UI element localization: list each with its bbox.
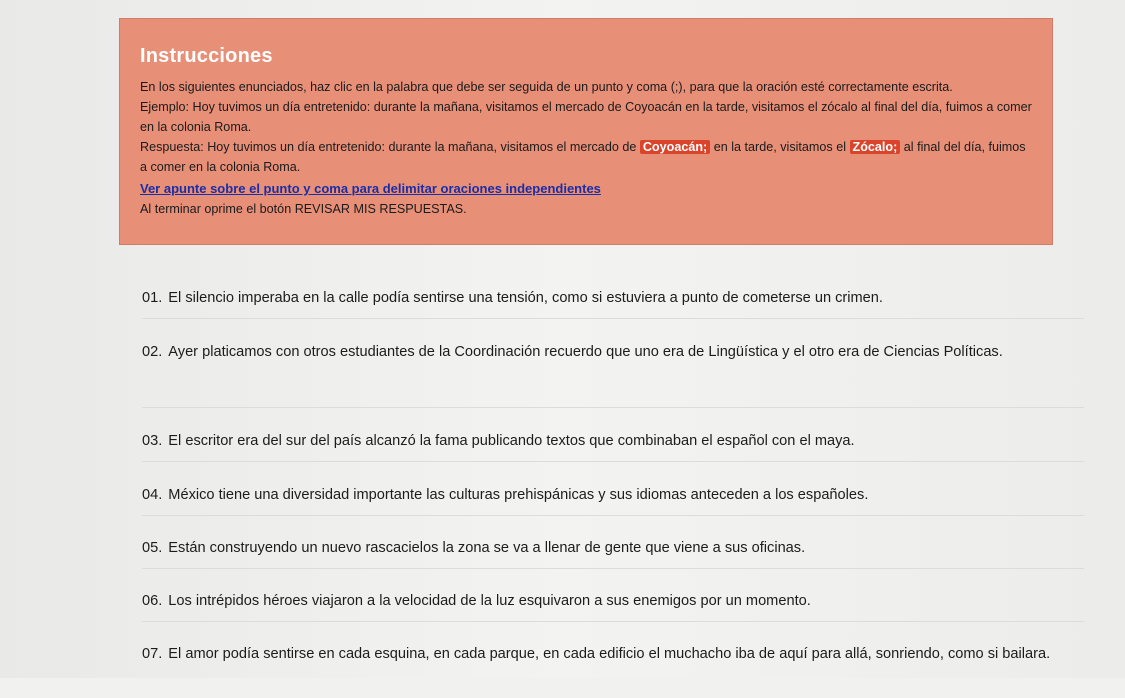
answer-suffix: al final del día, fuimos a comer en la colonia Roma. bbox=[140, 140, 1026, 174]
instructions-footer: Al terminar oprime el botón REVISAR MIS RESPUESTAS. bbox=[140, 202, 467, 216]
answer-middle: en la tarde, visitamos el bbox=[710, 140, 850, 154]
question-sentence[interactable]: México tiene una diversidad importante las culturas prehispánicas y sus idiomas anteceden a los españoles. bbox=[168, 487, 869, 503]
question-sentence[interactable]: Los intrépidos héroes viajaron a la velocidad de la luz esquivaron a sus enemigos por un momento. bbox=[168, 593, 811, 609]
question-02 bbox=[142, 336, 1084, 408]
question-number: 01. bbox=[142, 290, 163, 306]
question-number: 03. bbox=[142, 433, 163, 449]
question-number: 02. bbox=[142, 344, 163, 360]
question-05 bbox=[142, 532, 1084, 569]
question-sentence[interactable]: Ayer platicamos con otros estudiantes de la Coordinación recuerdo que uno era de Lingüística y el otro era de Ciencias Políticas. bbox=[168, 344, 1003, 360]
question-number: 04. bbox=[142, 487, 163, 503]
answer-highlight-zocalo: Zócalo; bbox=[850, 140, 901, 154]
answer-text bbox=[140, 137, 1032, 177]
question-number: 06. bbox=[142, 593, 163, 609]
question-06 bbox=[142, 585, 1084, 622]
question-sentence[interactable]: El escritor era del sur del país alcanzó la fama publicando textos que combinaban el español con el maya. bbox=[168, 433, 855, 449]
question-sentence[interactable]: El silencio imperaba en la calle podía sentirse una tensión, como si estuviera a punto de cometerse un crimen. bbox=[168, 290, 883, 306]
question-sentence[interactable]: El amor podía sentirse en cada esquina, en cada parque, en cada edificio el muchacho iba de aquí para allá, sonriendo, como si bailara. bbox=[168, 646, 1051, 662]
instructions-panel bbox=[119, 18, 1053, 245]
question-01 bbox=[142, 282, 1084, 319]
answer-highlight-coyoacan: Coyoacán; bbox=[640, 140, 710, 154]
example-text: Ejemplo: Hoy tuvimos un día entretenido: durante la mañana, visitamos el mercado de Coyoacán en la tarde, visitamos el zócalo al final del día, fuimos a comer en la colonia Roma. bbox=[140, 100, 1032, 134]
answer-prefix: Respuesta: Hoy tuvimos un día entretenido: durante la mañana, visitamos el mercado de bbox=[140, 140, 640, 154]
instructions-text: En los siguientes enunciados, haz clic en la palabra que debe ser seguida de un punto y coma (;), para que la oración esté correctamente escrita. bbox=[140, 80, 953, 94]
questions-list bbox=[142, 282, 1084, 698]
semicolon-notes-link[interactable]: Ver apunte sobre el punto y coma para delimitar oraciones independientes bbox=[140, 181, 601, 196]
question-03 bbox=[142, 425, 1084, 462]
question-07 bbox=[142, 638, 1084, 698]
question-04 bbox=[142, 479, 1084, 516]
instructions-title: Instrucciones bbox=[140, 45, 273, 67]
question-sentence[interactable]: Están construyendo un nuevo rascacielos la zona se va a llenar de gente que viene a sus oficinas. bbox=[168, 540, 806, 556]
question-number: 05. bbox=[142, 540, 163, 556]
question-number: 07. bbox=[142, 646, 163, 662]
